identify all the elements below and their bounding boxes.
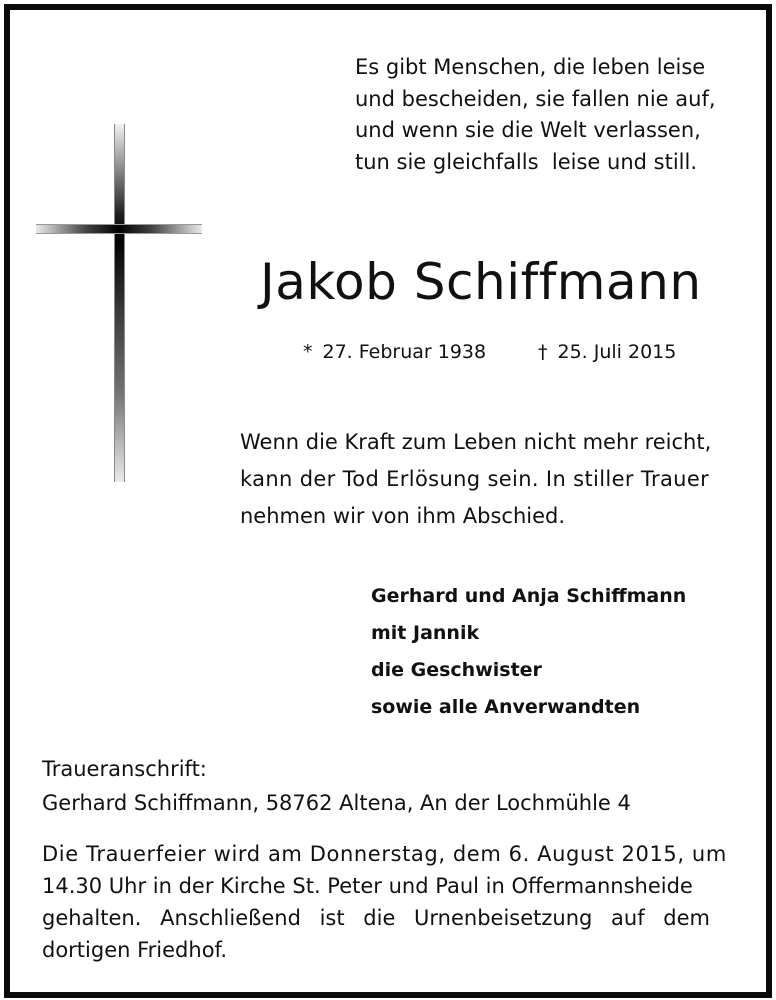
address-label: Traueranschrift: [42,757,207,781]
death-date-value: 25. Juli 2015 [557,341,677,363]
birth-date [303,340,486,364]
service-line: dortigen Friedhof. [42,938,228,962]
mourner-line: sowie alle Anverwandten [371,696,641,718]
mourner-line: Gerhard und Anja Schiffmann [371,585,687,607]
service-line: 14.30 Uhr in der Kirche St. Peter und Paul in Offermannsheide [42,874,693,898]
cross-icon [36,124,202,484]
mourner-line: die Geschwister [371,659,542,681]
birth-date-value: 27. Februar 1938 [322,341,487,363]
death-cross-icon: † [538,341,548,363]
death-date [538,340,676,364]
address-value: Gerhard Schiffmann, 58762 Altena, An der Lochmühle 4 [42,791,631,815]
poem-line: tun sie gleichfalls leise und still. [355,149,697,174]
mourning-address [42,752,631,820]
service-line: Die Trauerfeier wird am Donnerstag, dem 6. August 2015, um [42,842,727,866]
quote-line: nehmen wir von ihm Abschied. [240,504,566,528]
quote-line: Wenn die Kraft zum Leben nicht mehr reicht, [240,430,712,454]
mourner-line: mit Jannik [371,622,480,644]
service-line: gehalten. Anschließend ist die Urnenbeisetzung auf dem [42,906,710,930]
cross-vertical-beam [114,124,125,482]
mourners-list [371,578,686,726]
birth-star-icon: * [303,341,313,363]
deceased-name: Jakob Schiffmann [260,253,702,311]
farewell-quote [240,424,720,535]
poem-line: Es gibt Menschen, die leben leise [355,55,706,79]
poem-line: und wenn sie die Welt verlassen, [355,118,701,142]
poem [355,52,755,178]
poem-line: und bescheiden, sie fallen nie auf, [355,86,716,111]
quote-line: kann der Tod Erlösung sein. In stiller Trauer [240,467,710,491]
funeral-service-notice [42,838,727,966]
cross-horizontal-beam [36,224,202,234]
